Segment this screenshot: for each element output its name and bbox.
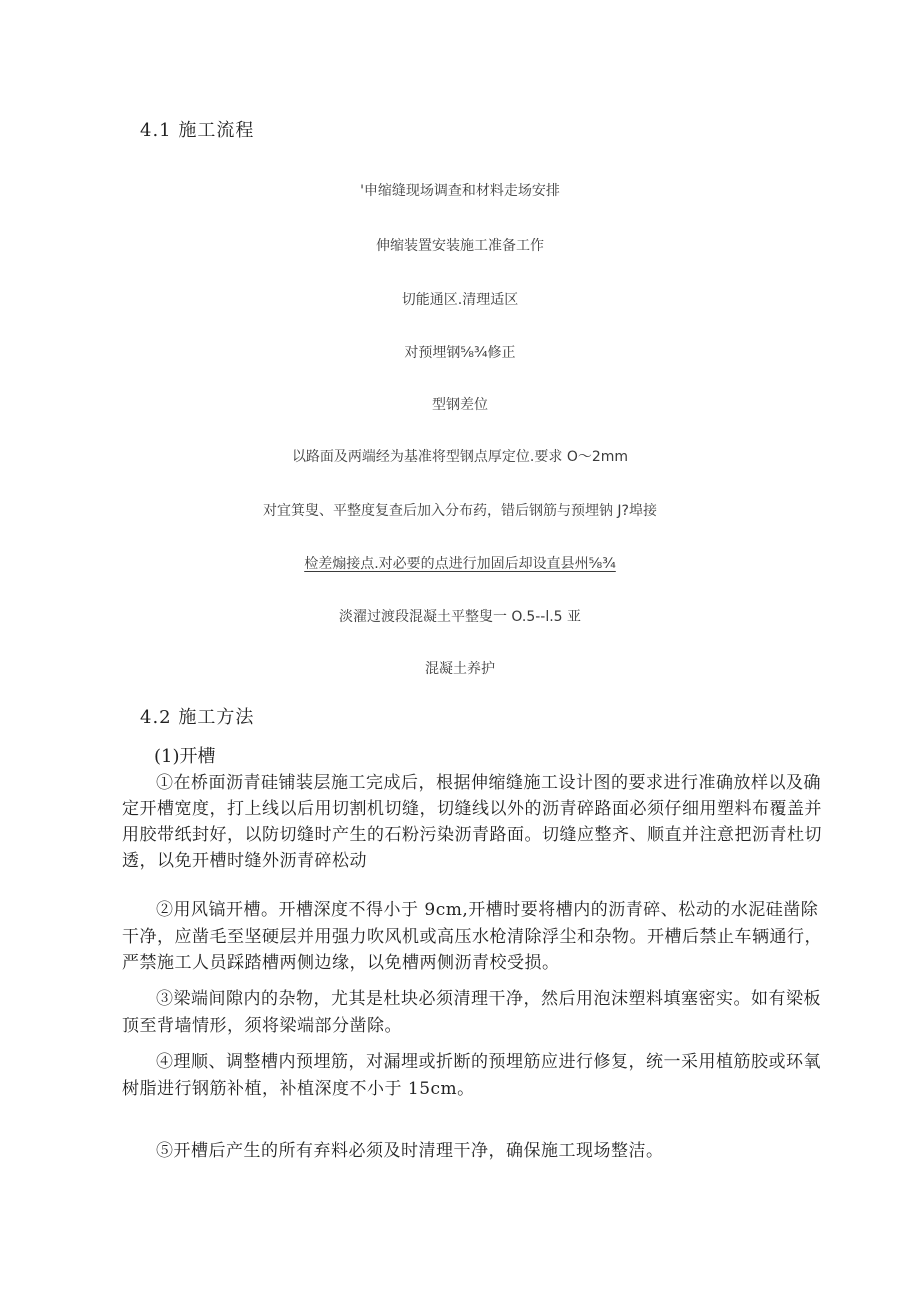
flow-step: 伸缩装置安装施工准备工作 (376, 238, 544, 254)
subsection-heading: (1)开槽 (154, 746, 216, 767)
section-heading-4-1: 4.1 施工流程 (140, 120, 255, 141)
flow-step: 淡濯过渡段混凝土平整叟一 O.5--l.5 亚 (338, 609, 582, 625)
paragraph: ①在桥面沥青硅铺装层施工完成后，根据伸缩缝施工设计图的要求进行准确放样以及确定开槽宽度，打上线以后用切割机切缝，切缝线以外的沥青碎路面必须仔细用塑料布覆盖并用胶带纸封好，以防切缝时产生的石粉污染沥青路面。切缝应整齐、顺直并注意把沥青杜切透，以免开槽时缝外沥青碎松动 (122, 773, 822, 871)
flow-step: 以路面及两端经为基准将型钢点厚定位.要求 O～2mm (291, 449, 629, 465)
flow-step: '申缩缝现场调查和材料走场安排 (360, 183, 560, 199)
flow-step: 切能通区.清理适区 (401, 292, 519, 308)
paragraph: ④理顺、调整槽内预埋筋，对漏埋或折断的预埋筋应进行修复，统一采用植筋胶或环氧树脂进行钢筋补植，补植深度不小于 15cm。 (122, 1052, 821, 1099)
paragraph: ⑤开槽后产生的所有弃料必须及时清理干净，确保施工现场整洁。 (156, 1141, 664, 1161)
paragraph: ③梁端间隙内的杂物，尤其是杜块必须清理干净，然后用泡沫塑料填塞密实。如有梁板顶至背墙情形，须将梁端部分凿除。 (122, 989, 821, 1036)
flow-step: 对预埋钢⅝¾修正 (404, 345, 516, 361)
flow-step: 对宜箕叟、平整度复查后加入分布药，错后钢筋与预埋钠 J?埠接 (262, 503, 657, 519)
flow-step: 型钢差位 (432, 397, 488, 413)
flow-step: 混凝土养护 (425, 661, 495, 677)
paragraph: ②用风镐开槽。开槽深度不得小于 9cm,开槽时要将槽内的沥青碎、松动的水泥硅凿除干净，应凿毛至坚硬层并用强力吹风机或高压水枪清除浮尘和杂物。开槽后禁止车辆通行，严禁施工人员踩踏槽两侧边缘，以免槽两侧沥青校受损。 (122, 900, 822, 974)
section-heading-4-2: 4.2 施工方法 (140, 707, 255, 728)
flow-step: 检差煽接点.对必要的点进行加固后却设直县州⅝¾ (304, 556, 616, 572)
